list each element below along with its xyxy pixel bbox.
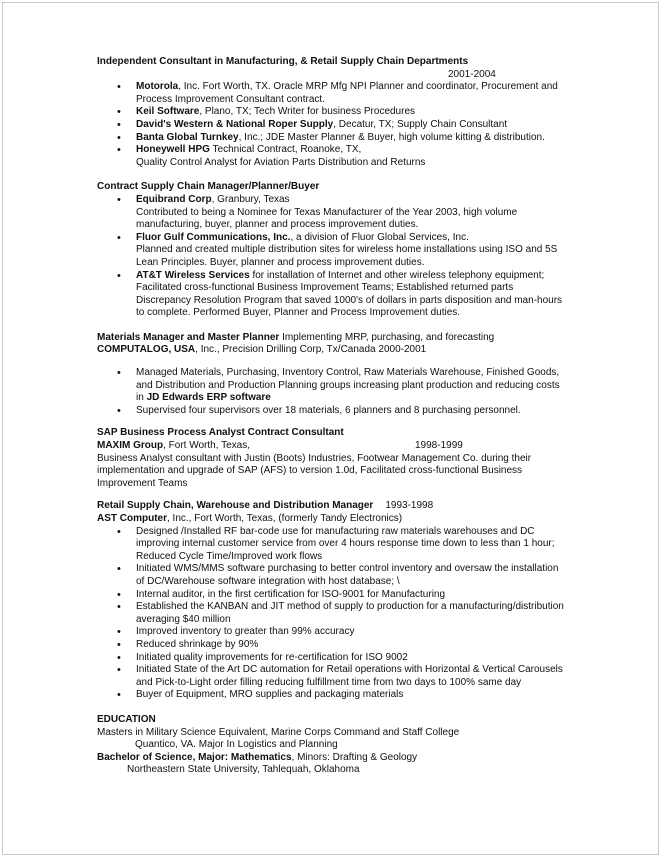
- list-item: • Supervised four supervisors over 18 materials, 6 planners and 8 purchasing personnel.: [97, 405, 607, 418]
- list-item: • Fluor Gulf Communications, Inc., a division of Fluor Global Services, Inc. Planned and created multiple distribution sites for wireless home installations using ISO and 5S Lean Principles. Buyer, planner and process improvement duties.: [97, 232, 607, 270]
- list-item: • David's Western & National Roper Supply, Decatur, TX; Supply Chain Consultant: [97, 119, 607, 132]
- paragraph-line: implementation and upgrade of SAP (AFS) to version 1.0d, Facilitated cross-functional Business: [97, 465, 523, 477]
- section-retail-supply-chain: [97, 500, 607, 702]
- section-materials-manager: [97, 332, 607, 418]
- list-item: • Equibrand Corp, Granbury, Texas Contributed to being a Nominee for Texas Manufacturer of the Year 2003, high volume manufacturing, buyer, planner and process improvement duties.: [97, 194, 607, 232]
- list-item: • Initiated quality improvements for re-certification for ISO 9002: [97, 652, 607, 665]
- education-line: Northeastern State University, Tahlequah, Oklahoma: [127, 764, 360, 776]
- resume-document: [97, 56, 607, 777]
- job-dates: 1993-1998: [385, 500, 434, 512]
- paragraph-line: Business Analyst consultant with Justin (Boots) Industries, Footwear Management Co. during their: [97, 452, 532, 464]
- bullet-list: [97, 367, 607, 417]
- job-dates: 2001-2004: [448, 68, 496, 80]
- list-item: • Banta Global Turnkey, Inc.; JDE Master Planner & Buyer, high volume kitting & distribution.: [97, 132, 607, 145]
- list-item: • Reduced shrinkage by 90%: [97, 639, 607, 652]
- education-line: Quantico, VA. Major In Logistics and Planning: [135, 739, 338, 751]
- list-item: • Buyer of Equipment, MRO supplies and packaging materials: [97, 689, 607, 702]
- bullet-list: [97, 526, 607, 702]
- list-item: • Established the KANBAN and JIT method of supply to production for a manufacturing/distribution averaging $40 million: [97, 601, 607, 626]
- list-item: • Honeywell HPG Technical Contract, Roanoke, TX, Quality Control Analyst for Aviation Parts Distribution and Returns: [97, 144, 607, 169]
- section-independent-consultant: [97, 56, 607, 169]
- job-title: Materials Manager and Master Planner Implementing MRP, purchasing, and forecasting: [97, 331, 495, 343]
- section-sap-analyst: [97, 427, 607, 490]
- education-line: Bachelor of Science, Major: Mathematics, Minors: Drafting & Geology: [97, 751, 418, 763]
- list-item: • Managed Materials, Purchasing, Inventory Control, Raw Materials Warehouse, Finished Goods, and Distribution and Production Planning groups increasing plant production and reducing costs in JD Edwards ERP software: [97, 367, 607, 405]
- list-item: • Improved inventory to greater than 99% accuracy: [97, 626, 607, 639]
- section-contract-supply-chain: [97, 181, 607, 320]
- company-line: AST Computer, Inc., Fort Worth, Texas, (formerly Tandy Electronics): [97, 513, 403, 524]
- job-title: Contract Supply Chain Manager/Planner/Buyer: [97, 181, 320, 193]
- list-item: • Internal auditor, in the first certification for ISO-9001 for Manufacturing: [97, 589, 607, 602]
- list-item: • Designed /Installed RF bar-code use for manufacturing raw materials warehouses and DC improving internal customer service from over 4 hours response time down to less than 1 hour; Reduced Cycle Time/Improved work flows: [97, 526, 607, 564]
- list-item: • Keil Software, Plano, TX; Tech Writer for business Procedures: [97, 106, 607, 119]
- list-item: • AT&T Wireless Services for installation of Internet and other wireless telephony equipment; Facilitated cross-functional Business Improvement Teams; Established returned parts Discrepancy Resolution Program that saved 1000's of dollars in parts disposition and man-hours to complete. Performed Buyer, Planner and Process Improvement duties.: [97, 270, 607, 320]
- job-title: Independent Consultant in Manufacturing, & Retail Supply Chain Departments: [97, 56, 469, 67]
- bullet-list: [97, 81, 607, 169]
- company-line: COMPUTALOG, USA, Inc., Precision Drilling Corp, Tx/Canada 2000-2001: [97, 344, 427, 356]
- list-item: • Initiated State of the Art DC automation for Retail operations with Horizontal & Vertical Carousels and Pick-to-Light order filling reducing fulfillment time from two days to 100% same day: [97, 664, 607, 689]
- list-item: • Motorola, Inc. Fort Worth, TX. Oracle MRP Mfg NPI Planner and coordinator, Procurement and Process Improvement Consultant contract.: [97, 81, 607, 106]
- paragraph-line: Improvement Teams: [97, 477, 188, 489]
- bullet-list: [97, 194, 607, 320]
- company-line: MAXIM Group, Fort Worth, Texas, 1998-1999: [97, 440, 463, 452]
- section-heading: EDUCATION: [97, 713, 156, 725]
- job-dates: 1998-1999: [415, 440, 463, 452]
- list-item: • Initiated WMS/MMS software purchasing to better control inventory and oversaw the installation of DC/Warehouse software integration with host database; \: [97, 563, 607, 588]
- job-title-line: Retail Supply Chain, Warehouse and Distribution Manager 1993-1998: [97, 500, 434, 512]
- section-education: [97, 714, 607, 777]
- education-line: Masters in Military Science Equivalent, Marine Corps Command and Staff College: [97, 726, 460, 738]
- job-title: SAP Business Process Analyst Contract Consultant: [97, 427, 344, 439]
